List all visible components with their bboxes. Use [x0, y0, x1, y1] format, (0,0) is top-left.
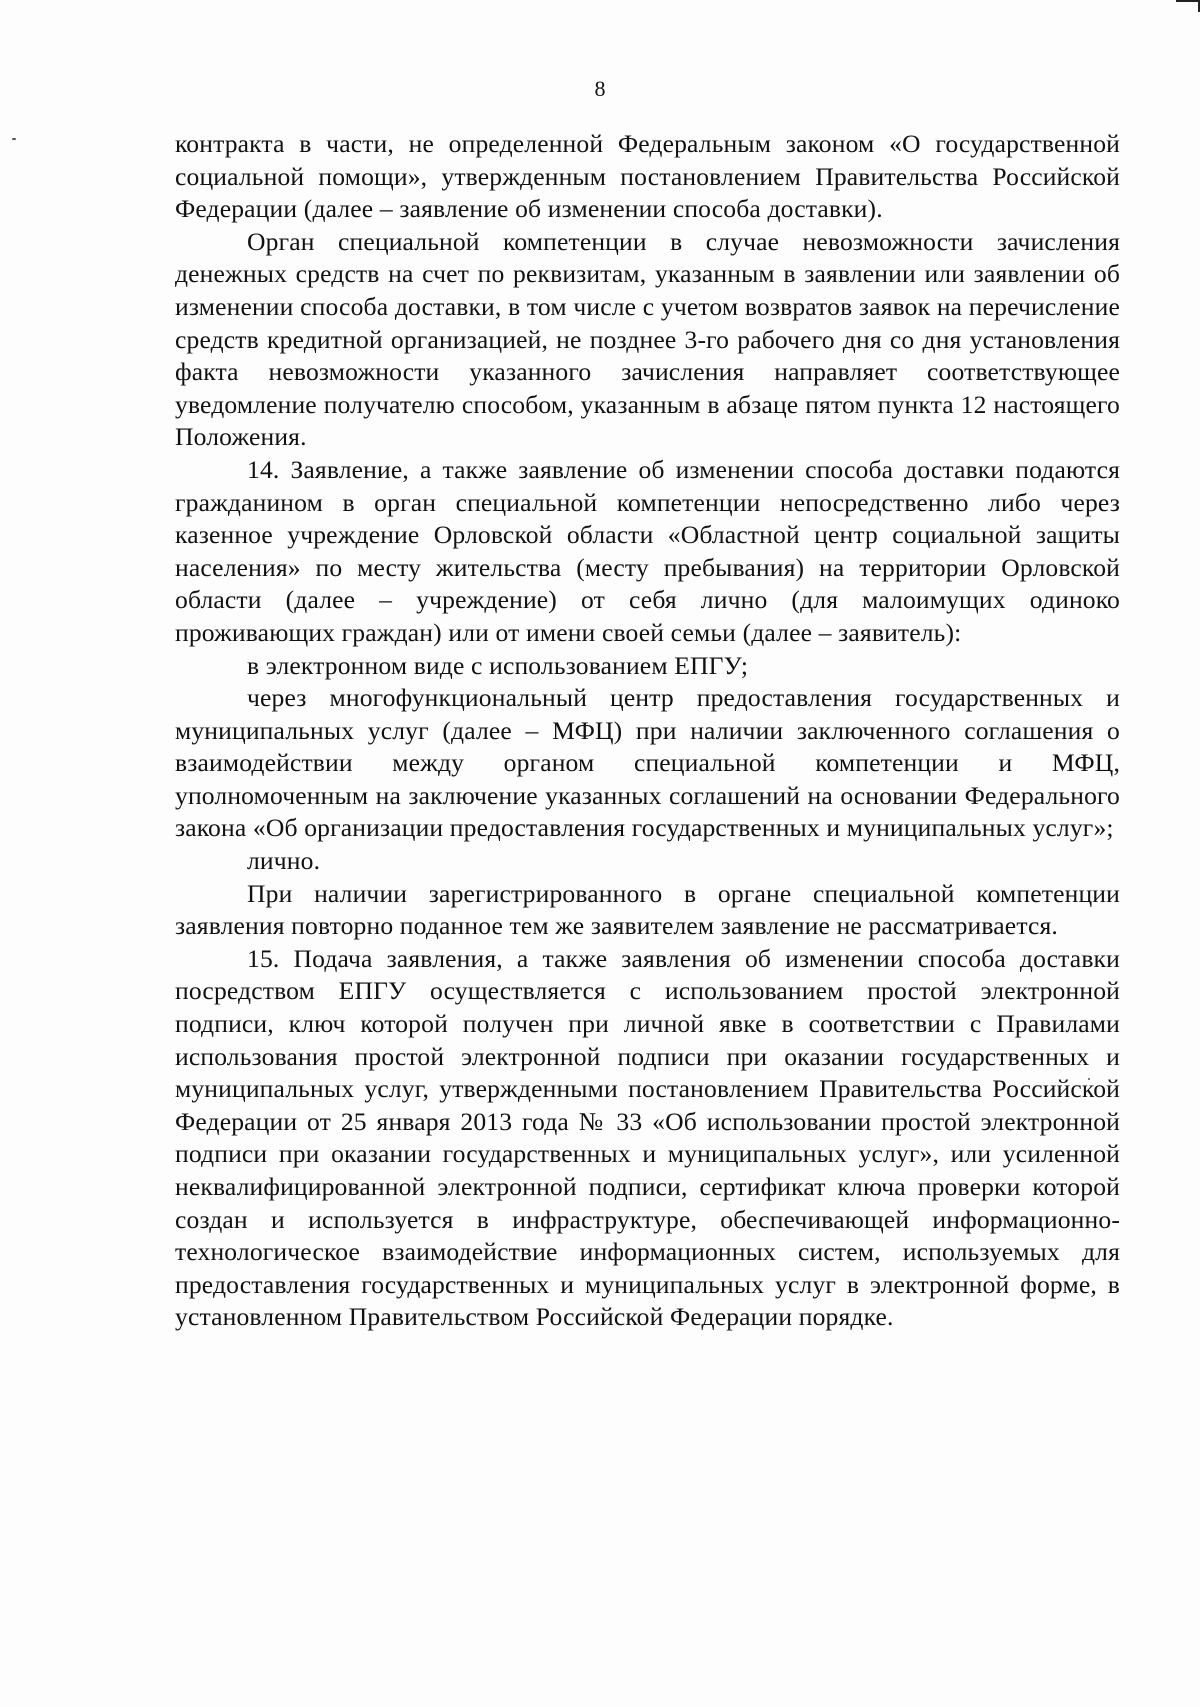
paragraph-item-15: 15. Подача заявления, а также заявления об изменении способа доставки посредством ЕПГУ осуществляется с использованием простой электронной подписи, ключ которой получен при личной явке в соответствии с Правилами использования простой электронной подписи при оказании государственных и муниципальных услуг, утвержденными постановлением Правительства Российской Федерации от 25 января 2013 года № 33 «Об использовании простой электронной подписи при оказании государственных и муниципальных услуг», или усиленной неквалифицированной электронной подписи, сертификат ключа проверки которой создан и используется в инфраструктуре, обеспечивающей информационно-технологическое взаимодействие информационных систем, используемых для предоставления государственных и муниципальных услуг в электронной форме, в установленном Правительством Российской Федерации порядке. — [175, 943, 1120, 1332]
document-body — [175, 128, 1120, 1334]
page-number: 8 — [594, 76, 606, 101]
list-item: в электронном виде с использованием ЕПГУ; — [247, 650, 749, 680]
paragraph: При наличии зарегистрированного в органе специальной компетенции заявления повторно поданное тем же заявителем заявление не рассматривается. — [175, 878, 1120, 941]
paragraph-item-14: 14. Заявление, а также заявление об изменении способа доставки подаются гражданином в орган специальной компетенции непосредственно либо через казенное учреждение Орловской области «Областной центр социальной защиты населения» по месту жительства (месту пребывания) на территории Орловской области (далее – учреждение) от себя лично (для малоимущих одиноко проживающих граждан) или от имени своей семьи (далее – заявитель): — [175, 454, 1120, 647]
list-item: через многофункциональный центр предоставления государственных и муниципальных услуг (далее – МФЦ) при наличии заключенного соглашения о взаимодействии между органом специальной компетенции и МФЦ, уполномоченным на заключение указанных соглашений на основании Федерального закона «Об организации предоставления государственных и муниципальных услуг»; — [175, 683, 1120, 843]
list-item: лично. — [247, 846, 321, 876]
scan-corner-mark — [1176, 0, 1200, 12]
paragraph: Орган специальной компетенции в случае невозможности зачисления денежных средств на счет по реквизитам, указанным в заявлении или заявлении об изменении способа доставки, в том числе с учетом возвратов заявок на перечисление средств кредитной организацией, не позднее 3-го рабочего дня со дня установления факта невозможности указанного зачисления направляет соответствующее уведомление получателю способом, указанным в абзаце пятом пункта 12 настоящего Положения. — [175, 226, 1120, 452]
paragraph: контракта в части, не определенной Федеральным законом «О государственной социальной помощи», утвержденным постановлением Правительства Российской Федерации (далее – заявление об изменении способа доставки). — [175, 129, 1120, 224]
scan-speck — [12, 138, 16, 140]
